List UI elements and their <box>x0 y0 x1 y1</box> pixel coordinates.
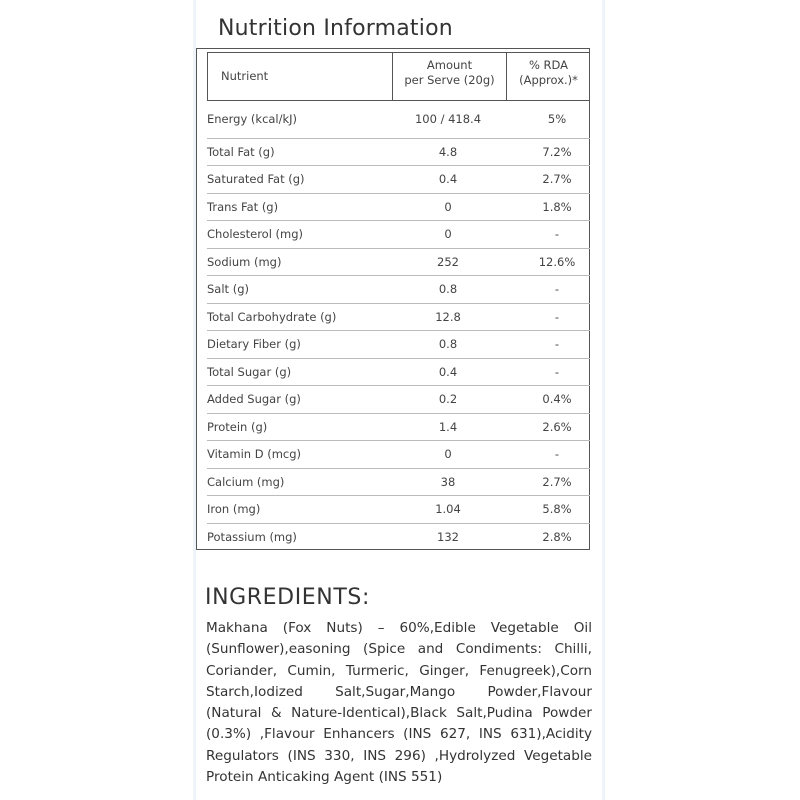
header-rda-line2: (Approx.)* <box>519 73 578 87</box>
nutrient-amount: 0.4 <box>438 172 458 186</box>
table-row <box>207 524 590 551</box>
nutrient-rda: - <box>554 337 560 351</box>
nutrient-rda: 5% <box>547 112 567 126</box>
ingredients-title: INGREDIENTS: <box>205 585 370 610</box>
nutrient-amount: 0 <box>444 447 452 461</box>
table-row <box>207 414 590 441</box>
nutrient-name: Saturated Fat (g) <box>207 172 305 186</box>
nutrient-rda: - <box>554 310 560 324</box>
nutrient-name: Iron (mg) <box>207 502 261 516</box>
nutrient-amount: 4.8 <box>438 145 458 159</box>
nutrient-name: Added Sugar (g) <box>207 392 301 406</box>
nutrient-name: Salt (g) <box>207 282 249 296</box>
nutrient-amount: 252 <box>437 255 459 269</box>
nutrient-name: Vitamin D (mcg) <box>207 447 302 461</box>
nutrient-amount: 132 <box>437 530 459 544</box>
nutrient-name: Sodium (mg) <box>207 255 282 269</box>
table-row <box>207 469 590 496</box>
nutrient-amount: 0 <box>444 200 452 214</box>
nutrient-amount: 0.8 <box>438 337 458 351</box>
table-row <box>207 304 590 331</box>
nutrient-rda: 12.6% <box>538 255 576 269</box>
table-row <box>207 139 590 166</box>
nutrient-amount: 100 / 418.4 <box>414 112 482 126</box>
nutrient-name: Potassium (mg) <box>207 530 297 544</box>
nutrient-rda: - <box>554 282 560 296</box>
nutrient-rda: 2.7% <box>542 475 572 489</box>
nutrient-amount: 1.04 <box>435 502 461 516</box>
header-amount <box>393 58 506 88</box>
table-row <box>207 496 590 523</box>
nutrient-name: Trans Fat (g) <box>207 200 279 214</box>
nutrient-name: Total Fat (g) <box>207 145 275 159</box>
nutrient-rda: 2.6% <box>542 420 572 434</box>
table-row <box>207 359 590 386</box>
nutrient-rda: - <box>554 365 560 379</box>
table-row <box>207 221 590 248</box>
nutrient-name: Dietary Fiber (g) <box>207 337 301 351</box>
table-row <box>207 106 590 133</box>
nutrient-amount: 0.4 <box>438 365 458 379</box>
nutrient-amount: 0.8 <box>438 282 458 296</box>
ingredients-text: Makhana (Fox Nuts) – 60%,Edible Vegetable Oil (Sunflower),easoning (Spice and Condiments: Chilli, Coriander, Cumin, Turmeric, Ginger, Fenugreek),Corn Starch,Iodized Salt,Sugar,Mango Powder,Flavour (Natural & Nature-Identical),Black Salt,Pudina Powder (0.3%) ,Flavour Enhancers (INS 627, INS 631),Acidity Regulators (INS 330, INS 296) ,Hydrolyzed Vegetable Protein Anticaking Agent (INS 551) <box>206 620 592 786</box>
nutrient-rda: - <box>554 227 560 241</box>
nutrient-rda: 7.2% <box>542 145 572 159</box>
nutrient-amount: 0.2 <box>438 392 458 406</box>
table-row <box>207 249 590 276</box>
nutrient-name: Cholesterol (mg) <box>207 227 304 241</box>
header-amount-line1: Amount <box>426 58 473 72</box>
nutrient-amount: 12.8 <box>435 310 461 324</box>
table-row <box>207 331 590 358</box>
header-amount-line2: per Serve (20g) <box>404 73 495 87</box>
header-rda-line1: % RDA <box>528 58 569 72</box>
nutrient-amount: 0 <box>444 227 452 241</box>
nutrient-amount: 1.4 <box>438 420 458 434</box>
nutrient-name: Protein (g) <box>207 420 268 434</box>
table-row <box>207 441 590 468</box>
nutrient-name: Energy (kcal/kJ) <box>207 112 298 126</box>
table-row <box>207 166 590 193</box>
nutrient-rda: 0.4% <box>542 392 572 406</box>
nutrient-name: Total Carbohydrate (g) <box>207 310 337 324</box>
header-nutrient: Nutrient <box>221 69 269 83</box>
nutrient-rda: 5.8% <box>542 502 572 516</box>
nutrient-rda: 1.8% <box>542 200 572 214</box>
nutrient-name: Calcium (mg) <box>207 475 285 489</box>
header-rda <box>507 58 590 88</box>
nutrient-amount: 38 <box>440 475 456 489</box>
nutrient-name: Total Sugar (g) <box>207 365 292 379</box>
nutrient-rda: 2.8% <box>542 530 572 544</box>
nutrition-title: Nutrition Information <box>218 16 453 41</box>
table-row <box>207 194 590 221</box>
table-row <box>207 386 590 413</box>
nutrient-rda: 2.7% <box>542 172 572 186</box>
nutrient-rda: - <box>554 447 560 461</box>
table-row <box>207 276 590 303</box>
